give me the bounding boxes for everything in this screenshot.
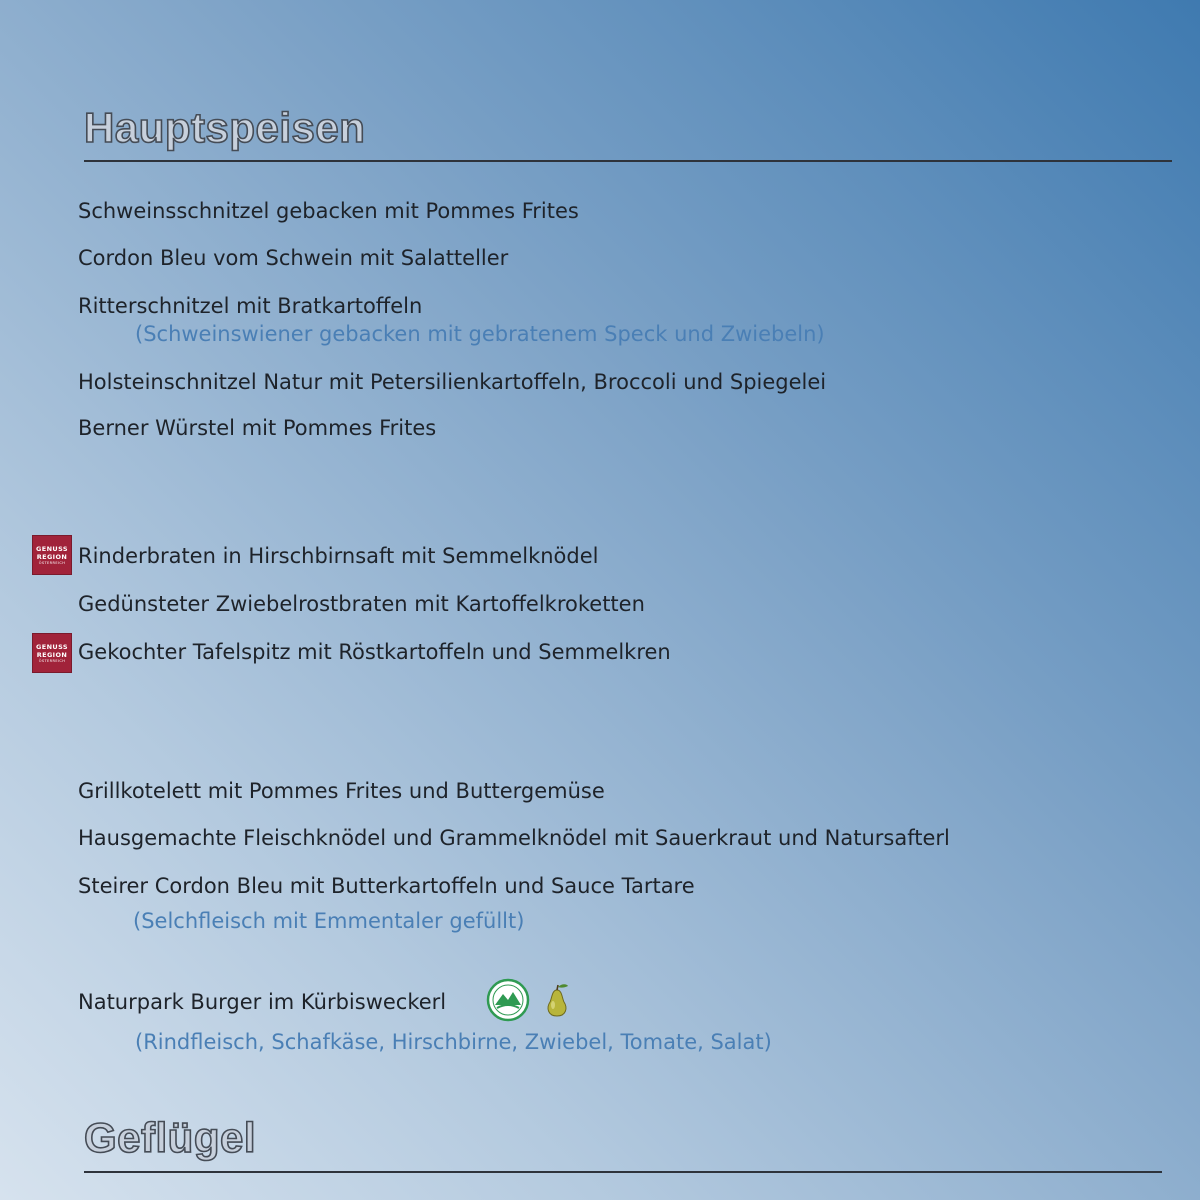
menu-item: Hausgemachte Fleischknödel und Grammelknödel mit Sauerkraut und Natursafterl <box>78 826 950 850</box>
section-divider <box>84 1171 1162 1173</box>
naturpark-logo-icon <box>486 978 530 1022</box>
menu-item: Gekochter Tafelspitz mit Röstkartoffeln und Semmelkren <box>78 640 671 664</box>
section-title-gefluegel: Geflügel <box>84 1114 257 1161</box>
menu-item-note: (Schweinswiener gebacken mit gebratenem Speck und Zwiebeln) <box>135 322 825 346</box>
menu-item-note: (Selchfleisch mit Emmentaler gefüllt) <box>133 909 525 933</box>
genuss-region-badge-icon: GENUSS REGION ÖSTERREICH <box>32 535 72 575</box>
menu-item: Ritterschnitzel mit Bratkartoffeln <box>78 294 423 318</box>
section-title-hauptspeisen: Hauptspeisen <box>84 104 366 151</box>
menu-item: Grillkotelett mit Pommes Frites und Buttergemüse <box>78 779 605 803</box>
menu-item: Berner Würstel mit Pommes Frites <box>78 416 437 440</box>
menu-item: Steirer Cordon Bleu mit Butterkartoffeln und Sauce Tartare <box>78 874 695 898</box>
menu-item: Naturpark Burger im Kürbisweckerl <box>78 990 447 1014</box>
menu-item: Gedünsteter Zwiebelrostbraten mit Kartoffelkroketten <box>78 592 645 616</box>
section-divider <box>84 160 1172 162</box>
menu-item: Cordon Bleu vom Schwein mit Salatteller <box>78 246 509 270</box>
genuss-region-badge-icon: GENUSS REGION ÖSTERREICH <box>32 633 72 673</box>
menu-item: Schweinsschnitzel gebacken mit Pommes Frites <box>78 199 579 223</box>
pear-icon <box>540 982 574 1020</box>
menu-item-note: (Rindfleisch, Schafkäse, Hirschbirne, Zwiebel, Tomate, Salat) <box>135 1030 772 1054</box>
menu-item: Rinderbraten in Hirschbirnsaft mit Semmelknödel <box>78 544 599 568</box>
menu-item: Holsteinschnitzel Natur mit Petersilienkartoffeln, Broccoli und Spiegelei <box>78 370 827 394</box>
